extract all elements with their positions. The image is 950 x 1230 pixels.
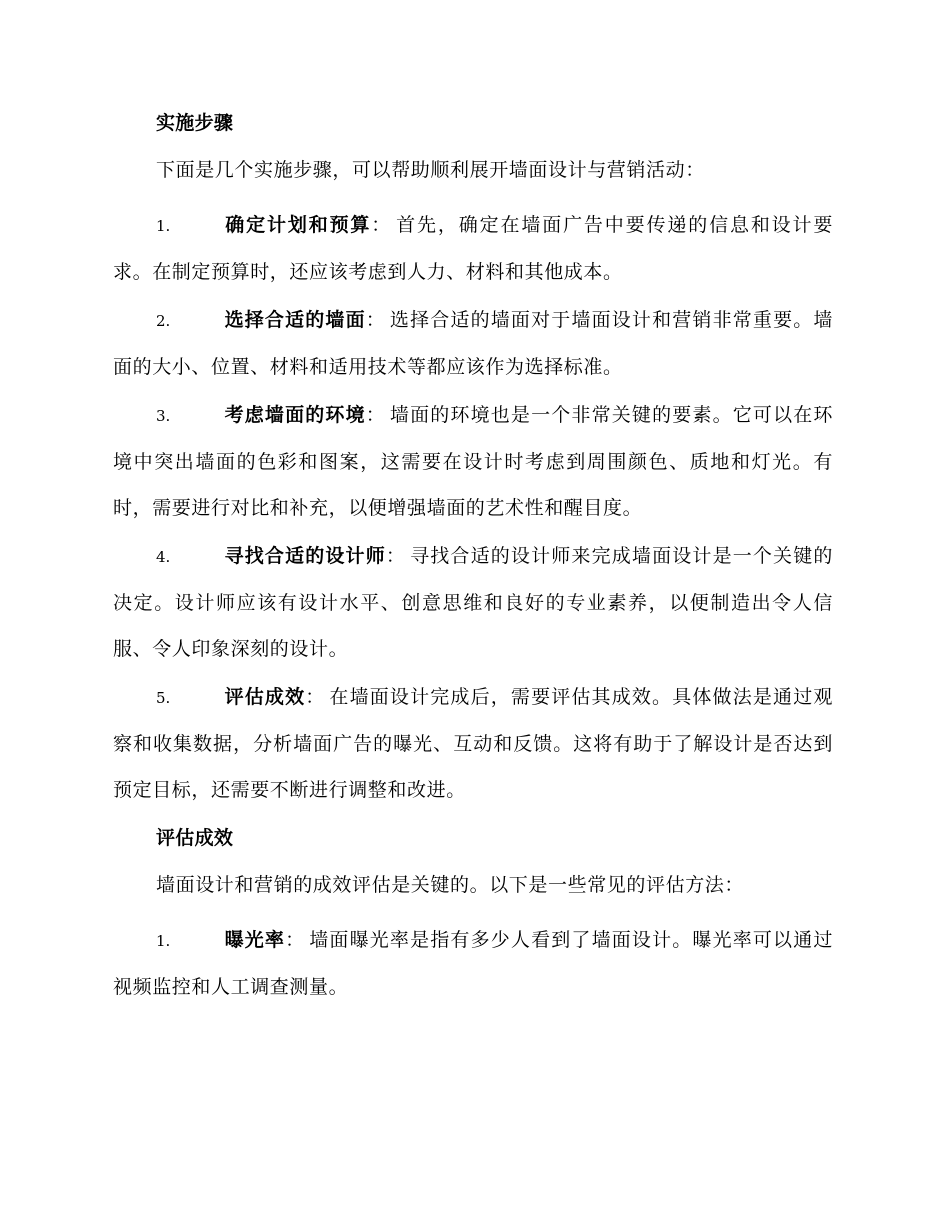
list-item — [113, 202, 833, 295]
list-item-number: 1. — [156, 217, 171, 235]
list-item-separator: ： — [285, 929, 306, 951]
list-item-number: 5. — [156, 689, 171, 707]
list-item-term: 评估成效 — [224, 686, 306, 708]
section-intro-evaluate-results: 墙面设计和营销的成效评估是关键的。以下是一些常见的评估方法： — [156, 874, 745, 896]
list-item-text: 选择合适的墙面对于墙面设计和营销非常重要。墙面的大小、位置、材料和适用技术等都应该作为选择标准。 — [113, 309, 833, 378]
list-item — [113, 917, 833, 1010]
list-item-number: 1. — [156, 932, 171, 950]
list-item-separator: ： — [365, 309, 386, 331]
list-item-number: 3. — [156, 407, 171, 425]
list-item — [113, 674, 833, 813]
list-item-text: 首先，确定在墙面广告中要传递的信息和设计要求。在制定预算时，还应该考虑到人力、材料和其他成本。 — [113, 214, 833, 283]
list-item — [113, 392, 833, 531]
list-item-text: 在墙面设计完成后，需要评估其成效。具体做法是通过观察和收集数据，分析墙面广告的曝光、互动和反馈。这将有助于了解设计是否达到预定目标，还需要不断进行调整和改进。 — [113, 686, 833, 801]
list-item — [113, 533, 833, 672]
list-item-separator: ： — [385, 545, 407, 567]
section-intro-implementation-steps: 下面是几个实施步骤，可以帮助顺利展开墙面设计与营销活动： — [156, 159, 705, 181]
section-heading-implementation-steps: 实施步骤 — [156, 112, 234, 134]
list-item-separator: ： — [305, 686, 326, 708]
list-item-text: 寻找合适的设计师来完成墙面设计是一个关键的决定。设计师应该有设计水平、创意思维和良好的专业素养，以便制造出令人信服、令人印象深刻的设计。 — [113, 545, 833, 660]
list-item-text: 墙面曝光率是指有多少人看到了墙面设计。曝光率可以通过视频监控和人工调查测量。 — [113, 929, 833, 998]
list-item-separator: ： — [365, 404, 386, 426]
list-item-number: 4. — [156, 548, 171, 566]
list-item-term: 曝光率 — [224, 929, 286, 951]
list-item-separator: ： — [371, 214, 393, 236]
list-item-term: 寻找合适的设计师 — [224, 545, 386, 567]
list-item-term: 选择合适的墙面 — [224, 309, 366, 331]
list-item-term: 考虑墙面的环境 — [224, 404, 366, 426]
list-item — [113, 297, 833, 390]
list-item-number: 2. — [156, 312, 171, 330]
section-heading-evaluate-results: 评估成效 — [156, 827, 234, 849]
list-item-term: 确定计划和预算 — [224, 214, 372, 236]
list-item-text: 墙面的环境也是一个非常关键的要素。它可以在环境中突出墙面的色彩和图案，这需要在设计时考虑到周围颜色、质地和灯光。有时，需要进行对比和补充，以便增强墙面的艺术性和醒目度。 — [113, 404, 833, 519]
document-body — [113, 108, 833, 1012]
